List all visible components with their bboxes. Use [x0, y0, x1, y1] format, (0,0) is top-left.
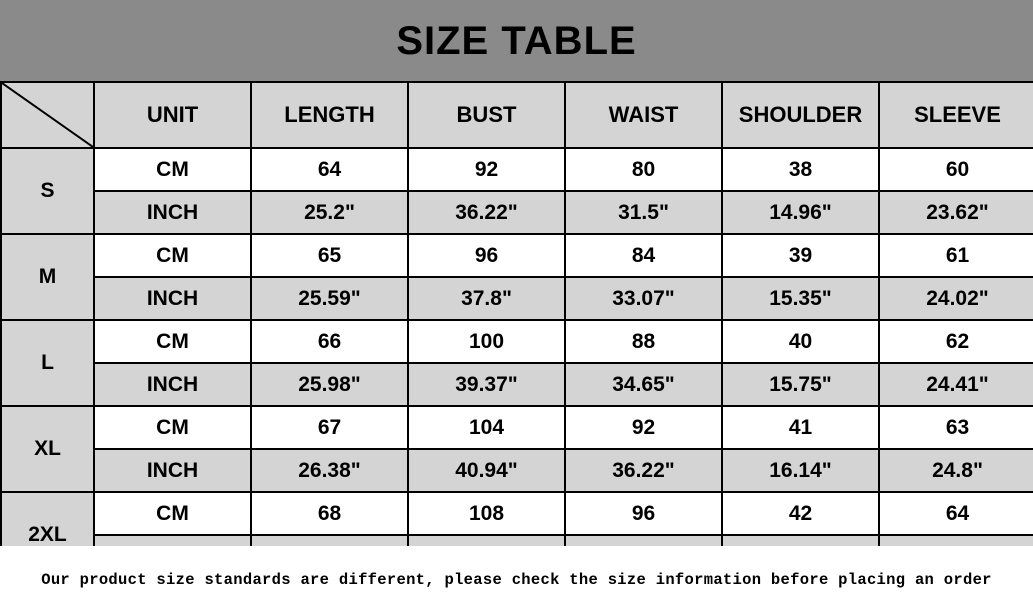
column-header-shoulder: SHOULDER	[722, 82, 879, 148]
cell-xl-inch-sleeve: 24.8"	[879, 449, 1033, 492]
cell-2xl-cm-waist: 96	[565, 492, 722, 535]
unit-label-inch: INCH	[94, 191, 251, 234]
cell-l-cm-shoulder: 40	[722, 320, 879, 363]
cell-m-cm-shoulder: 39	[722, 234, 879, 277]
footer-note	[0, 546, 1033, 614]
page-title: SIZE TABLE	[396, 18, 637, 63]
table-row	[1, 406, 1033, 449]
size-label-m: M	[1, 234, 94, 320]
cell-2xl-cm-length: 68	[251, 492, 408, 535]
cell-l-inch-shoulder: 15.75"	[722, 363, 879, 406]
cell-2xl-cm-shoulder: 42	[722, 492, 879, 535]
size-table	[0, 81, 1033, 579]
cell-m-inch-shoulder: 15.35"	[722, 277, 879, 320]
column-header-unit: UNIT	[94, 82, 251, 148]
size-label-xl: XL	[1, 406, 94, 492]
cell-l-cm-sleeve: 62	[879, 320, 1033, 363]
cell-m-inch-sleeve: 24.02"	[879, 277, 1033, 320]
cell-l-cm-bust: 100	[408, 320, 565, 363]
cell-xl-cm-waist: 92	[565, 406, 722, 449]
unit-label-inch: INCH	[94, 277, 251, 320]
cell-m-inch-length: 25.59"	[251, 277, 408, 320]
cell-m-cm-length: 65	[251, 234, 408, 277]
cell-s-inch-sleeve: 23.62"	[879, 191, 1033, 234]
cell-m-inch-bust: 37.8"	[408, 277, 565, 320]
corner-diagonal-cell	[1, 82, 94, 148]
cell-xl-cm-bust: 104	[408, 406, 565, 449]
cell-2xl-cm-bust: 108	[408, 492, 565, 535]
cell-xl-cm-shoulder: 41	[722, 406, 879, 449]
table-header-row	[1, 82, 1033, 148]
cell-m-cm-waist: 84	[565, 234, 722, 277]
unit-label-cm: CM	[94, 148, 251, 191]
table-row	[1, 277, 1033, 320]
column-header-sleeve: SLEEVE	[879, 82, 1033, 148]
cell-s-cm-sleeve: 60	[879, 148, 1033, 191]
cell-m-inch-waist: 33.07"	[565, 277, 722, 320]
cell-s-cm-length: 64	[251, 148, 408, 191]
cell-xl-cm-length: 67	[251, 406, 408, 449]
size-label-s: S	[1, 148, 94, 234]
cell-xl-cm-sleeve: 63	[879, 406, 1033, 449]
cell-l-cm-length: 66	[251, 320, 408, 363]
unit-label-inch: INCH	[94, 363, 251, 406]
cell-xl-inch-waist: 36.22"	[565, 449, 722, 492]
cell-l-inch-bust: 39.37"	[408, 363, 565, 406]
cell-s-cm-waist: 80	[565, 148, 722, 191]
cell-s-inch-length: 25.2"	[251, 191, 408, 234]
table-row	[1, 191, 1033, 234]
cell-s-cm-bust: 92	[408, 148, 565, 191]
cell-l-inch-length: 25.98"	[251, 363, 408, 406]
table-row	[1, 148, 1033, 191]
cell-l-inch-waist: 34.65"	[565, 363, 722, 406]
cell-xl-inch-shoulder: 16.14"	[722, 449, 879, 492]
diagonal-line-icon	[2, 83, 93, 147]
cell-s-inch-bust: 36.22"	[408, 191, 565, 234]
table-row	[1, 363, 1033, 406]
cell-s-inch-shoulder: 14.96"	[722, 191, 879, 234]
cell-m-cm-bust: 96	[408, 234, 565, 277]
title-bar	[0, 0, 1033, 81]
table-row	[1, 320, 1033, 363]
cell-l-inch-sleeve: 24.41"	[879, 363, 1033, 406]
unit-label-inch: INCH	[94, 449, 251, 492]
column-header-length: LENGTH	[251, 82, 408, 148]
unit-label-cm: CM	[94, 234, 251, 277]
cell-m-cm-sleeve: 61	[879, 234, 1033, 277]
cell-2xl-cm-sleeve: 64	[879, 492, 1033, 535]
table-row	[1, 492, 1033, 535]
unit-label-cm: CM	[94, 406, 251, 449]
cell-xl-inch-length: 26.38"	[251, 449, 408, 492]
unit-label-cm: CM	[94, 320, 251, 363]
footer-note-text: Our product size standards are different, please check the size information before placing an order	[41, 571, 992, 589]
cell-s-cm-shoulder: 38	[722, 148, 879, 191]
column-header-bust: BUST	[408, 82, 565, 148]
unit-label-cm: CM	[94, 492, 251, 535]
table-row	[1, 234, 1033, 277]
column-header-waist: WAIST	[565, 82, 722, 148]
size-label-2xl: 2XL	[1, 492, 94, 578]
cell-xl-inch-bust: 40.94"	[408, 449, 565, 492]
cell-l-cm-waist: 88	[565, 320, 722, 363]
cell-s-inch-waist: 31.5"	[565, 191, 722, 234]
table-row	[1, 449, 1033, 492]
size-label-l: L	[1, 320, 94, 406]
